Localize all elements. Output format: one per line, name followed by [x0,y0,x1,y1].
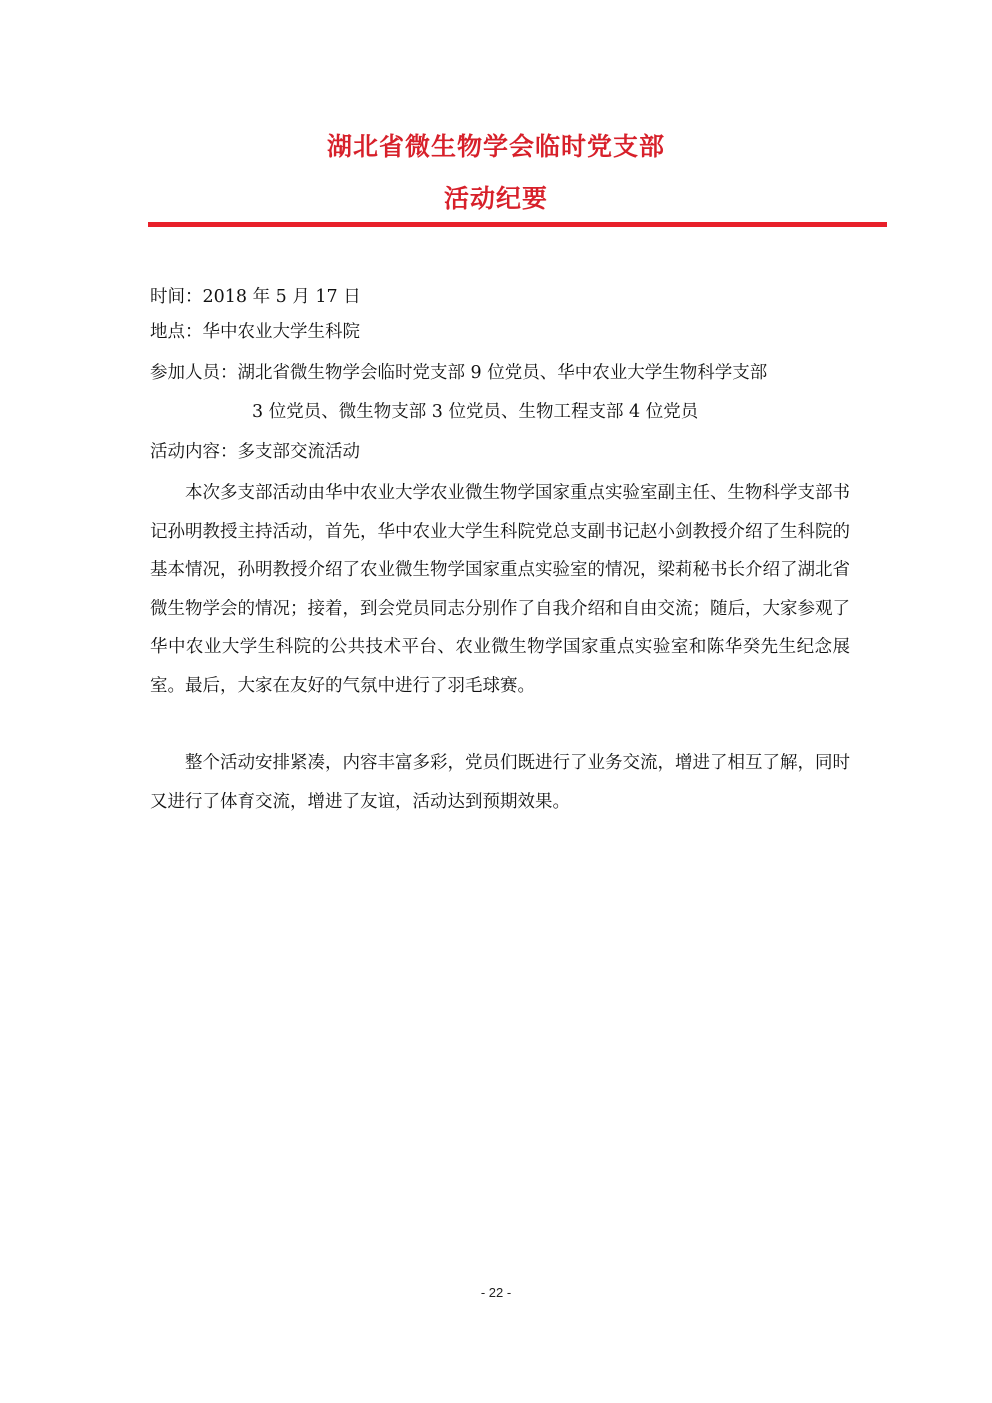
meta-participants-continued: 3 位党员、微生物支部 3 位党员、生物工程支部 4 位党员 [252,402,699,422]
page-number: - 22 - [480,1285,512,1300]
meta-activity-content: 活动内容：多支部交流活动 [150,442,360,462]
body-paragraph-1: 本次多支部活动由华中农业大学农业微生物学国家重点实验室副主任、生物科学支部书记孙明教授主持活动，首先，华中农业大学生科院党总支副书记赵小剑教授介绍了生科院的基本情况，孙明教授介绍了农业微生物学国家重点实验室的情况，梁莉秘书长介绍了湖北省微生物学会的情况；接着，到会党员同志分别作了自我介绍和自由交流；随后，大家参观了华中农业大学生科院的公共技术平台、农业微生物学国家重点实验室和陈华癸先生纪念展室。最后，大家在友好的气氛中进行了羽毛球赛。 [150,483,850,696]
title-divider [148,222,887,227]
meta-place: 地点：华中农业大学生科院 [150,322,360,342]
meta-time: 时间：2018 年 5 月 17 日 [150,287,361,307]
document-subtitle: 活动纪要 [443,184,548,213]
meta-participants: 参加人员：湖北省微生物学会临时党支部 9 位党员、华中农业大学生物科学支部 [150,363,768,383]
body-paragraph-2: 整个活动安排紧凑，内容丰富多彩，党员们既进行了业务交流，增进了相互了解，同时又进行了体育交流，增进了友谊，活动达到预期效果。 [150,753,850,812]
document-title: 湖北省微生物学会临时党支部 [326,132,665,161]
